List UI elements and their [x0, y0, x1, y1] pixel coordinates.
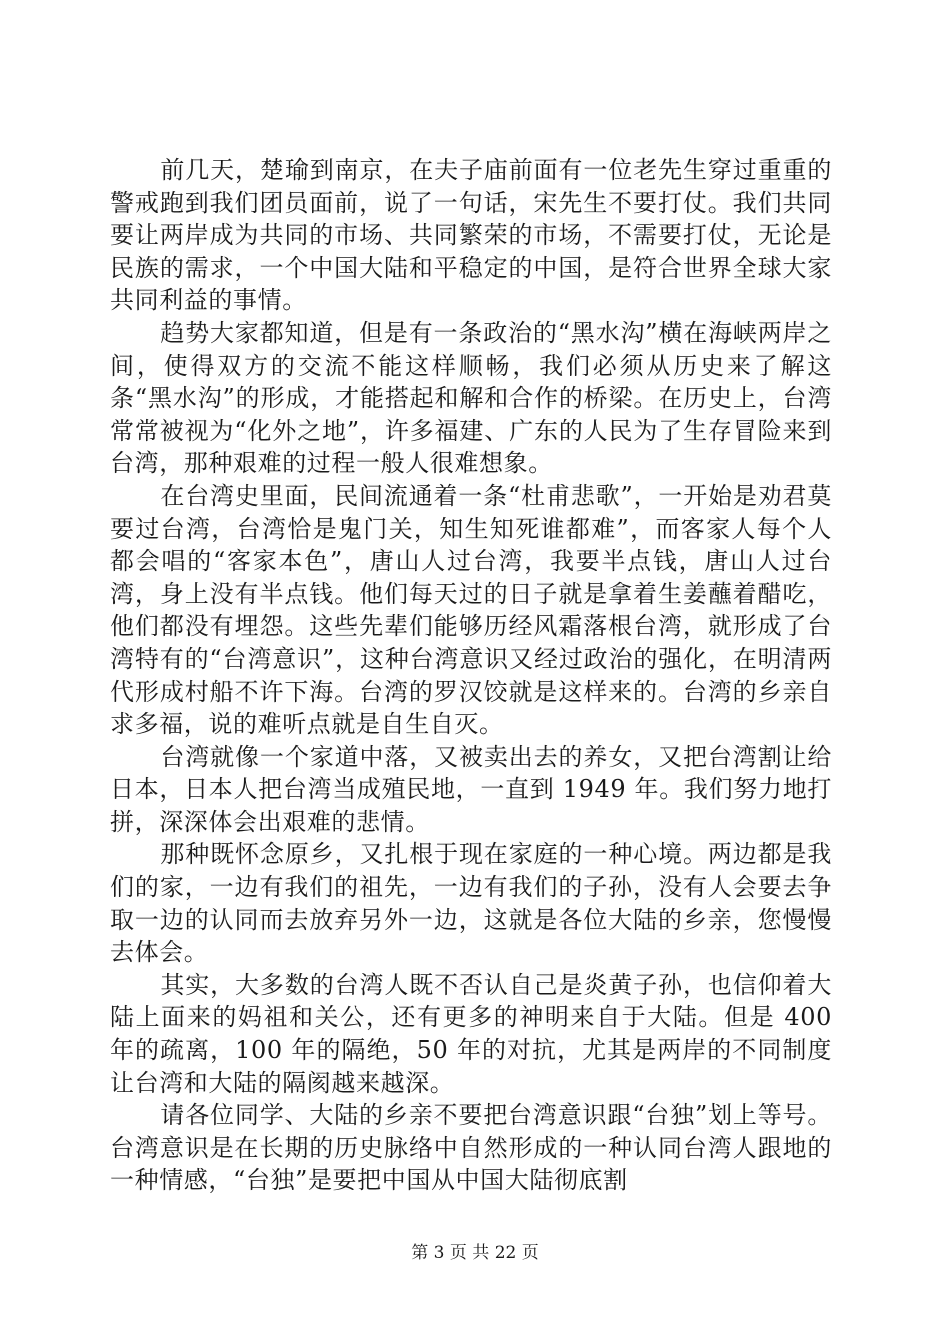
- page-footer: 第 3 页 共 22 页: [411, 1243, 539, 1263]
- paragraph-6: 其实，大多数的台湾人既不否认自己是炎黄子孙，也信仰着大陆上面来的妈祖和关公，还有更多的神明来自于大陆。但是 400 年的疏离，100 年的隔绝，50 年的对抗，尤其是两岸的不同制度让台湾和大陆的隔阂越来越深。: [110, 970, 832, 1097]
- paragraph-3: 在台湾史里面，民间流通着一条“杜甫悲歌”，一开始是劝君莫要过台湾，台湾恰是鬼门关，知生知死谁都难”，而客家人每个人都会唱的“客家本色”，唐山人过台湾，我要半点钱，唐山人过台湾，身上没有半点钱。他们每天过的日子就是拿着生姜蘸着醋吃，他们都没有埋怨。这些先辈们能够历经风霜落根台湾，就形成了台湾特有的“台湾意识”，这种台湾意识又经过政治的强化，在明清两代形成村船不许下海。台湾的罗汉饺就是这样来的。台湾的乡亲自求多福，说的难听点就是自生自灭。: [110, 481, 832, 739]
- document-body: [110, 154, 832, 1197]
- paragraph-1: 前几天，楚瑜到南京，在夫子庙前面有一位老先生穿过重重的警戒跑到我们团员面前，说了一句话，宋先生不要打仗。我们共同要让两岸成为共同的市场、共同繁荣的市场，不需要打仗，无论是民族的需求，一个中国大陆和平稳定的中国，是符合世界全球大家共同利益的事情。: [110, 156, 832, 315]
- paragraph-5: 那种既怀念原乡，又扎根于现在家庭的一种心境。两边都是我们的家，一边有我们的祖先，一边有我们的子孙，没有人会要去争取一边的认同而去放弃另外一边，这就是各位大陆的乡亲，您慢慢去体会。: [110, 840, 832, 967]
- paragraph-2: 趋势大家都知道，但是有一条政治的“黑水沟”横在海峡两岸之间，使得双方的交流不能这样顺畅，我们必须从历史来了解这条“黑水沟”的形成，才能搭起和解和合作的桥梁。在历史上，台湾常常被视为“化外之地”，许多福建、广东的人民为了生存冒险来到台湾，那种艰难的过程一般人很难想象。: [110, 318, 832, 478]
- paragraph-7: 请各位同学、大陆的乡亲不要把台湾意识跟“台独”划上等号。台湾意识是在长期的历史脉络中自然形成的一种认同台湾人跟地的一种情感，“台独”是要把中国从中国大陆彻底割: [110, 1101, 832, 1195]
- paragraph-4: 台湾就像一个家道中落，又被卖出去的养女，又把台湾割让给日本，日本人把台湾当成殖民地，一直到 1949 年。我们努力地打拼，深深体会出艰难的悲情。: [110, 742, 832, 836]
